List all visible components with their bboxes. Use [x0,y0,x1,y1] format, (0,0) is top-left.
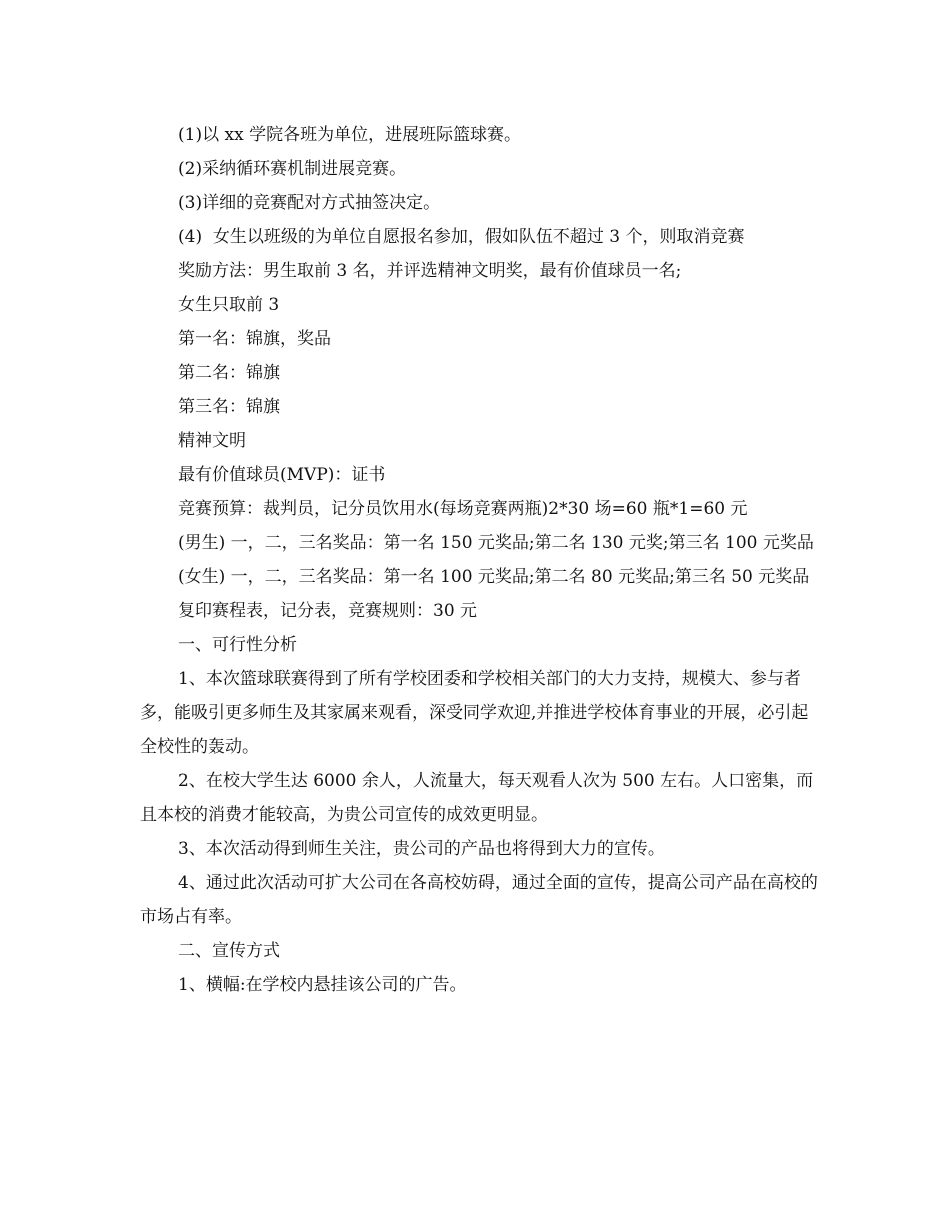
document-body [140,118,820,1002]
paragraph-16: 一、可行性分析 [178,635,297,655]
paragraph-2: (2)采纳循环赛机制进展竞赛。 [178,159,407,179]
paragraph-22: 1、横幅:在学校内悬挂该公司的广告。 [178,975,467,995]
paragraph-18: 2、在校大学生达 6000 余人，人流量大，每天观看人次为 500 左右。人口密集，而且本校的消费才能较高，为贵公司宣传的成效更明显。 [140,771,814,825]
paragraph-21: 二、宣传方式 [178,941,280,961]
paragraph-10: 精神文明 [178,431,246,451]
paragraph-8: 第二名：锦旗 [178,363,280,383]
paragraph-13: (男生) 一，二，三名奖品：第一名 150 元奖品;第二名 130 元奖;第三名 100 元奖品 [178,533,814,553]
paragraph-5: 奖励方法：男生取前 3 名，并评选精神文明奖，最有价值球员一名; [178,261,682,281]
paragraph-15: 复印赛程表，记分表，竞赛规则：30 元 [178,601,478,621]
paragraph-17: 1、本次篮球联赛得到了所有学校团委和学校相关部门的大力支持，规模大、参与者多，能吸引更多师生及其家属来观看，深受同学欢迎,并推进学校体育事业的开展，必引起全校性的轰动。 [140,669,809,757]
paragraph-6: 女生只取前 3 [178,295,280,315]
paragraph-7: 第一名：锦旗，奖品 [178,329,331,349]
paragraph-1: (1)以 xx 学院各班为单位，进展班际篮球赛。 [178,125,522,145]
paragraph-11: 最有价值球员(MVP)：证书 [178,465,386,485]
paragraph-12: 竞赛预算：裁判员，记分员饮用水(每场竞赛两瓶)2*30 场=60 瓶*1=60 元 [178,499,748,519]
paragraph-14: (女生) 一，二，三名奖品：第一名 100 元奖品;第二名 80 元奖品;第三名 50 元奖品 [178,567,810,587]
paragraph-9: 第三名：锦旗 [178,397,280,417]
paragraph-4: (4) 女生以班级的为单位自愿报名参加，假如队伍不超过 3 个，则取消竞赛 [178,227,745,247]
paragraph-19: 3、本次活动得到师生关注，贵公司的产品也将得到大力的宣传。 [178,839,665,859]
paragraph-20: 4、通过此次活动可扩大公司在各高校妨碍，通过全面的宣传，提高公司产品在高校的市场占有率。 [140,873,818,927]
paragraph-3: (3)详细的竞赛配对方式抽签决定。 [178,193,441,213]
